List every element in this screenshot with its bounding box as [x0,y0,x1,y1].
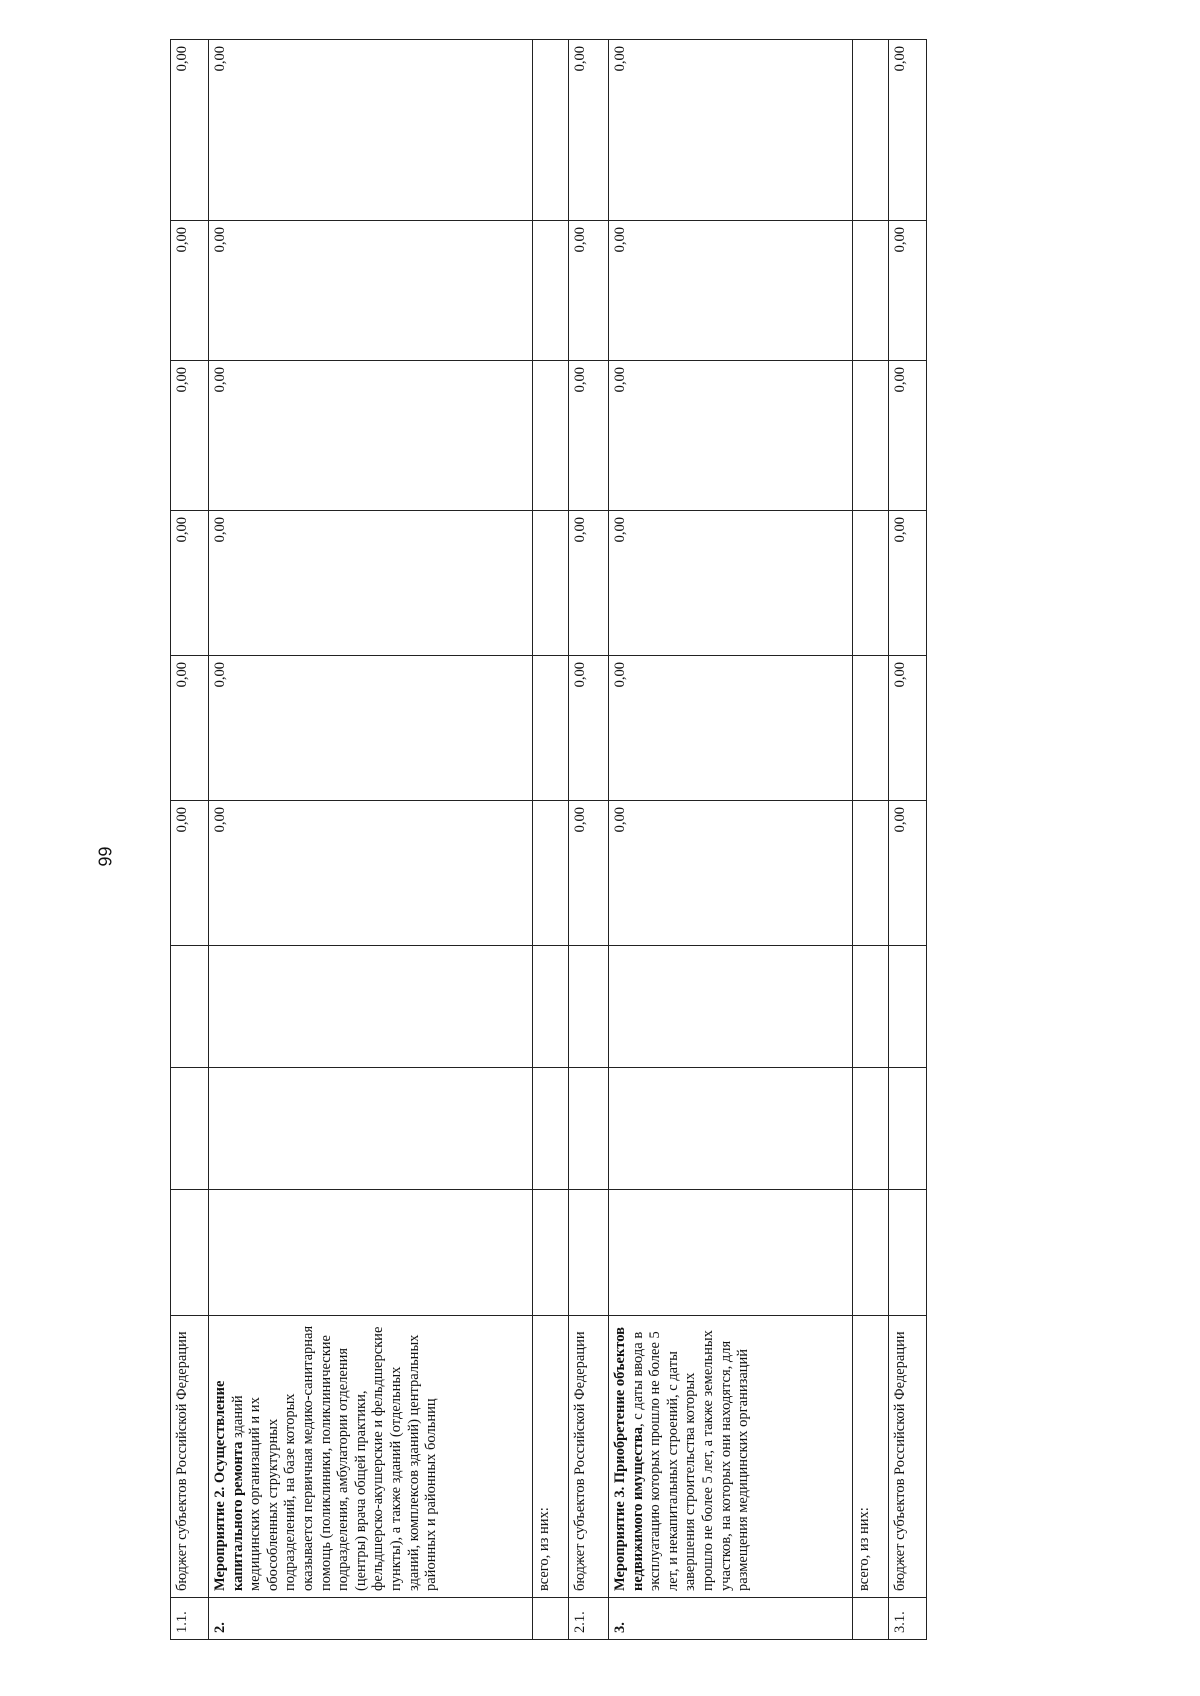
value-cell: 0,00 [171,511,209,656]
row-description-text: зданий медицинских организаций и их обособленных структурных подразделений, на базе которых оказывается первичная медико-санитарная помощь (поликлиники, поликлинические подразделения, амбулатории отделения (центры) врача общей практики, фельдшерско-акушерские и фельдшерские пункты), а также зданий (отдельных зданий, комплексов зданий) центральных районных и районных больниц [229,1325,440,1591]
row-description-text: бюджет субъектов Российской Федерации [572,1331,588,1591]
value-cell: 0,00 [609,40,853,221]
row-description [889,1316,927,1598]
value-cell [609,1190,853,1316]
value-cell: 0,00 [171,361,209,511]
value-cell [171,1068,209,1190]
table-row [569,40,609,1640]
value-cell [171,1190,209,1316]
row-description-text: всего, из них: [856,1507,872,1591]
value-cell: 0,00 [569,511,609,656]
value-cell [533,511,569,656]
table-row [533,40,569,1640]
value-cell [853,946,889,1068]
value-cell: 0,00 [609,801,853,946]
value-cell: 0,00 [609,511,853,656]
value-cell [609,1068,853,1190]
row-description [853,1316,889,1598]
row-description-bold: Мероприятие 3. Приобретение объектов недвижимого имущества [612,1327,646,1591]
value-cell [889,1190,927,1316]
value-cell: 0,00 [209,801,533,946]
value-cell [209,1068,533,1190]
value-cell: 0,00 [889,40,927,221]
value-cell [569,946,609,1068]
value-cell: 0,00 [609,656,853,801]
value-cell [853,511,889,656]
row-index: 3.1. [889,1598,927,1640]
value-cell [209,946,533,1068]
value-cell [533,221,569,361]
row-description [569,1316,609,1598]
row-description [609,1316,853,1598]
row-index: 1.1. [171,1598,209,1640]
row-description-bold: Мероприятие 2. Осуществление капитального ремонта [212,1380,246,1591]
value-cell [853,801,889,946]
table-row [609,40,853,1640]
value-cell [889,946,927,1068]
row-index: 3. [609,1598,853,1640]
table-row [853,40,889,1640]
value-cell: 0,00 [889,361,927,511]
value-cell [889,1068,927,1190]
value-cell: 0,00 [171,40,209,221]
value-cell [533,946,569,1068]
value-cell: 0,00 [569,40,609,221]
value-cell [569,1068,609,1190]
value-cell: 0,00 [171,221,209,361]
row-description-text: бюджет субъектов Российской Федерации [174,1331,190,1591]
value-cell [533,801,569,946]
row-description-text: , с даты ввода в эксплуатацию которых прошло не более 5 лет, и некапитальных строений, с даты завершения строительства которых прошло не более 5 лет, а также земельных участков, на которых они находятся, для размещения медицинских организаций [629,1330,752,1591]
page-number: 66 [94,846,115,867]
value-cell: 0,00 [171,801,209,946]
table-row [209,40,533,1640]
value-cell [853,361,889,511]
value-cell: 0,00 [889,656,927,801]
value-cell: 0,00 [569,221,609,361]
rotated-table-container [170,40,982,1640]
row-description [171,1316,209,1598]
value-cell: 0,00 [609,361,853,511]
row-index: 2.1. [569,1598,609,1640]
row-description [533,1316,569,1598]
value-cell [533,361,569,511]
value-cell: 0,00 [889,511,927,656]
value-cell [209,1190,533,1316]
row-index [533,1598,569,1640]
value-cell: 0,00 [209,221,533,361]
value-cell [609,946,853,1068]
value-cell [853,1068,889,1190]
table-body [171,40,927,1640]
row-description [209,1316,533,1598]
value-cell: 0,00 [209,40,533,221]
row-description-text: бюджет субъектов Российской Федерации [892,1331,908,1591]
value-cell [853,40,889,221]
value-cell: 0,00 [569,361,609,511]
value-cell [853,221,889,361]
value-cell [853,1190,889,1316]
value-cell: 0,00 [889,801,927,946]
value-cell: 0,00 [209,361,533,511]
value-cell: 0,00 [889,221,927,361]
value-cell [533,656,569,801]
table-row [171,40,209,1640]
value-cell [171,946,209,1068]
budget-table [170,39,927,1640]
table-row [889,40,927,1640]
value-cell [569,1190,609,1316]
value-cell [533,1190,569,1316]
row-index: 2. [209,1598,533,1640]
value-cell: 0,00 [609,221,853,361]
value-cell: 0,00 [209,656,533,801]
value-cell [533,40,569,221]
value-cell [533,1068,569,1190]
value-cell: 0,00 [209,511,533,656]
value-cell: 0,00 [569,656,609,801]
value-cell [853,656,889,801]
row-description-text: всего, из них: [536,1507,552,1591]
value-cell: 0,00 [171,656,209,801]
value-cell: 0,00 [569,801,609,946]
row-index [853,1598,889,1640]
